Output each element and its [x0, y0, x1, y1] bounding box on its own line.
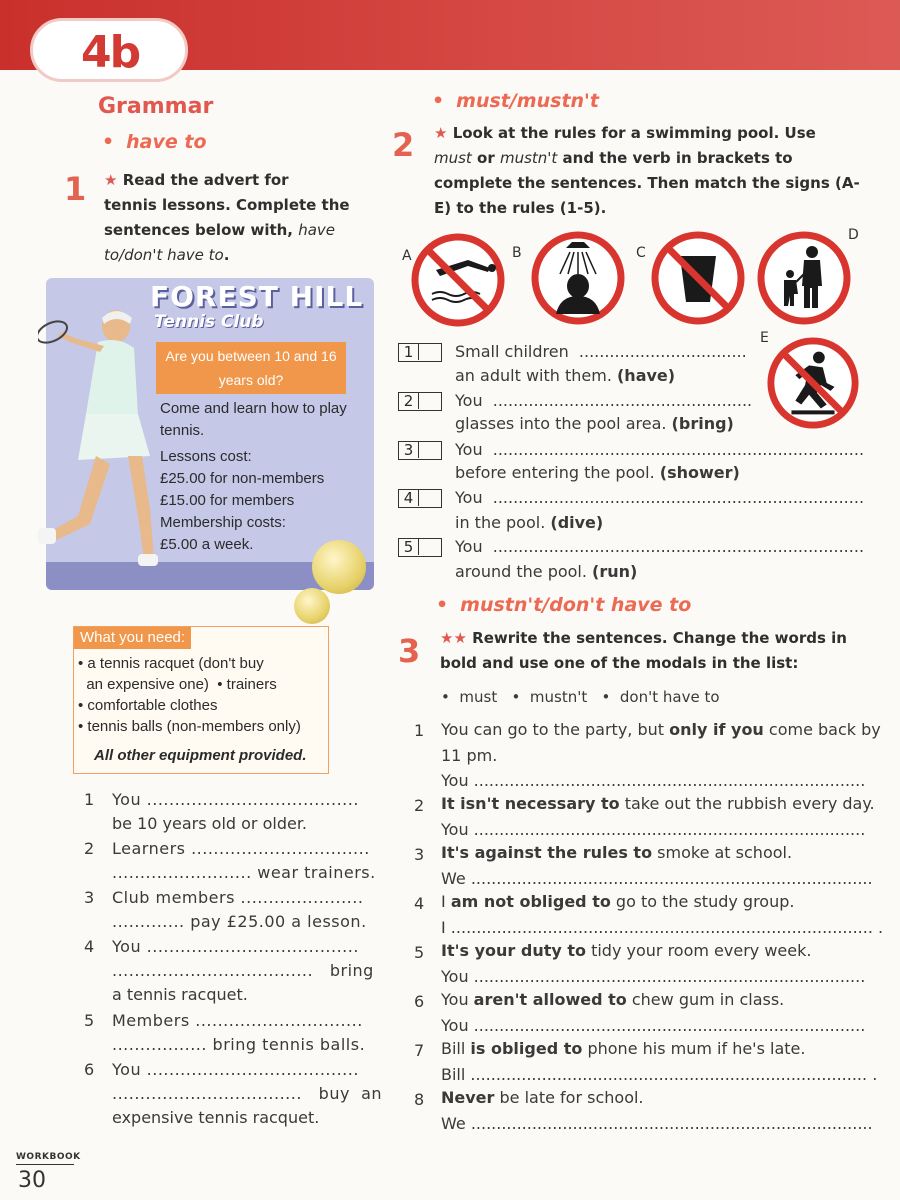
exercise-2-instructions: ★ Look at the rules for a swimming pool. Use must or mustn't and the verb in brackets to complete the sentences. Then match the signs (A- E) to the rules (1-5). — [434, 124, 860, 217]
rewrite-prompt: I am not obliged to go to the study group. — [441, 892, 795, 911]
bullet-heading-must: • must/mustn't — [432, 90, 599, 112]
club-subtitle: Tennis Club — [154, 312, 264, 332]
rewrite-prompt: You can go to the party, but only if you come back by — [441, 720, 881, 739]
sign-label-e: E — [760, 330, 769, 346]
age-question-box: Are you between 10 and 16 years old? — [156, 342, 346, 394]
rewrite-prompt: Never be late for school. — [441, 1088, 644, 1107]
answer-box-3[interactable]: 3 — [398, 441, 442, 460]
page-number: 30 — [18, 1168, 46, 1193]
exercise-1-item: 6 You ...................................... .................................. buy an expensive tennis racquet. — [84, 1060, 383, 1127]
answer-box-2[interactable]: 2 — [398, 392, 442, 411]
rewrite-number: 8 — [414, 1090, 425, 1109]
rewrite-number: 3 — [414, 845, 425, 864]
exercise-1-item: 1 You ...................................... be 10 years old or older. — [84, 790, 359, 833]
rewrite-number: 2 — [414, 796, 425, 815]
sign-label-b: B — [512, 245, 522, 261]
no-glass-sign-icon — [650, 230, 746, 326]
bullet-heading-have-to: • have to — [102, 131, 207, 153]
exercise-number-1: 1 — [64, 170, 87, 208]
exercise-1-item: 5 Members .............................. ................. bring tennis balls. — [84, 1011, 366, 1054]
no-running-sign-icon — [766, 336, 860, 430]
exercise-3-instructions: ★★ Rewrite the sentences. Change the words in bold and use one of the modals in the list: — [440, 629, 847, 672]
rewrite-number: 1 — [414, 721, 425, 740]
section-title: Grammar — [98, 94, 214, 119]
need-item: • a tennis racquet (don't buy — [78, 655, 264, 672]
rewrite-answer-line[interactable]: I ................................................................................... . — [441, 918, 884, 937]
unit-label: 4b — [81, 27, 140, 78]
need-box-title: What you need: — [74, 627, 191, 649]
sign-label-c: C — [636, 245, 646, 261]
need-item: • tennis balls (non-members only) — [78, 718, 301, 735]
rule-1-line-2: an adult with them. (have) — [455, 366, 676, 385]
rewrite-prompt: It isn't necessary to take out the rubbish every day. — [441, 794, 875, 813]
rewrite-answer-line[interactable]: We ............................................................................... — [441, 1114, 873, 1133]
no-diving-sign-icon — [410, 232, 506, 328]
sign-label-a: A — [402, 248, 412, 264]
rewrite-number: 7 — [414, 1041, 425, 1060]
rewrite-number: 4 — [414, 894, 425, 913]
rule-2-line-2: glasses into the pool area. (bring) — [455, 414, 734, 433]
rewrite-answer-line[interactable]: You ............................................................................. — [441, 820, 866, 839]
tennis-advert — [46, 278, 374, 590]
rule-1-line-1: Small children ................................. — [455, 342, 747, 361]
exercise-1-instructions: ★ Read the advert for tennis lessons. Complete the sentences below with, have to/don't have to. — [104, 171, 350, 264]
modal-options-list: • must • mustn't • don't have to — [441, 688, 720, 706]
rule-5-line-2: around the pool. (run) — [455, 562, 638, 581]
advert-invitation: Come and learn how to play tennis. — [160, 400, 347, 439]
rule-4-line-2: in the pool. (dive) — [455, 513, 604, 532]
what-you-need-box — [73, 626, 329, 774]
rule-5-line-1: You ......................................................................... — [455, 537, 865, 556]
rewrite-prompt-cont: 11 pm. — [441, 746, 498, 765]
rewrite-number: 6 — [414, 992, 425, 1011]
rewrite-answer-line[interactable]: You ............................................................................. — [441, 1016, 866, 1035]
club-name: FOREST HILL — [150, 280, 364, 313]
rewrite-number: 5 — [414, 943, 425, 962]
exercise-1-item: 2 Learners ................................ ......................... wear trainers. — [84, 839, 376, 882]
exercise-1-item: 4 You ...................................... .................................... bring a tennis racquet. — [84, 937, 374, 1004]
shower-sign-icon — [530, 230, 626, 326]
rule-3-line-2: before entering the pool. (shower) — [455, 463, 740, 482]
rewrite-prompt: It's your duty to tidy your room every week. — [441, 941, 812, 960]
unit-tab — [30, 18, 188, 82]
exercise-number-2: 2 — [392, 126, 415, 164]
tennis-player-illustration — [38, 296, 158, 586]
children-with-adult-sign-icon — [756, 230, 852, 326]
rewrite-answer-line[interactable]: We ............................................................................... — [441, 869, 873, 888]
rule-4-line-1: You ......................................................................... — [455, 488, 865, 507]
answer-box-4[interactable]: 4 — [398, 489, 442, 508]
rewrite-prompt: Bill is obliged to phone his mum if he's late. — [441, 1039, 806, 1058]
tennis-ball-icon — [294, 588, 330, 624]
exercise-1-item: 3 Club members ...................... ............. pay £25.00 a lesson. — [84, 888, 367, 931]
workbook-label: WORKBOOK — [16, 1152, 74, 1165]
exercise-number-3: 3 — [398, 632, 421, 670]
rewrite-answer-line[interactable]: Bill .............................................................................. . — [441, 1065, 878, 1084]
answer-box-1[interactable]: 1 — [398, 343, 442, 362]
tennis-ball-icon — [312, 540, 366, 594]
rewrite-answer-line[interactable]: You ............................................................................. — [441, 771, 866, 790]
rule-3-line-1: You ......................................................................... — [455, 440, 865, 459]
answer-box-5[interactable]: 5 — [398, 538, 442, 557]
need-box-footer: All other equipment provided. — [94, 747, 307, 764]
sign-label-d: D — [848, 227, 859, 243]
rewrite-prompt: It's against the rules to smoke at school. — [441, 843, 793, 862]
need-item: • comfortable clothes — [78, 697, 218, 714]
rewrite-prompt: You aren't allowed to chew gum in class. — [441, 990, 785, 1009]
rewrite-answer-line[interactable]: You ............................................................................. — [441, 967, 866, 986]
bullet-heading-mustnt: • mustn't/don't have to — [436, 594, 692, 616]
need-item: an expensive one) • trainers — [78, 676, 277, 693]
rule-2-line-1: You ................................................... — [455, 391, 753, 410]
advert-prices: Lessons cost: £25.00 for non-members £15.00 for members Membership costs: £5.00 a week. — [160, 448, 325, 553]
